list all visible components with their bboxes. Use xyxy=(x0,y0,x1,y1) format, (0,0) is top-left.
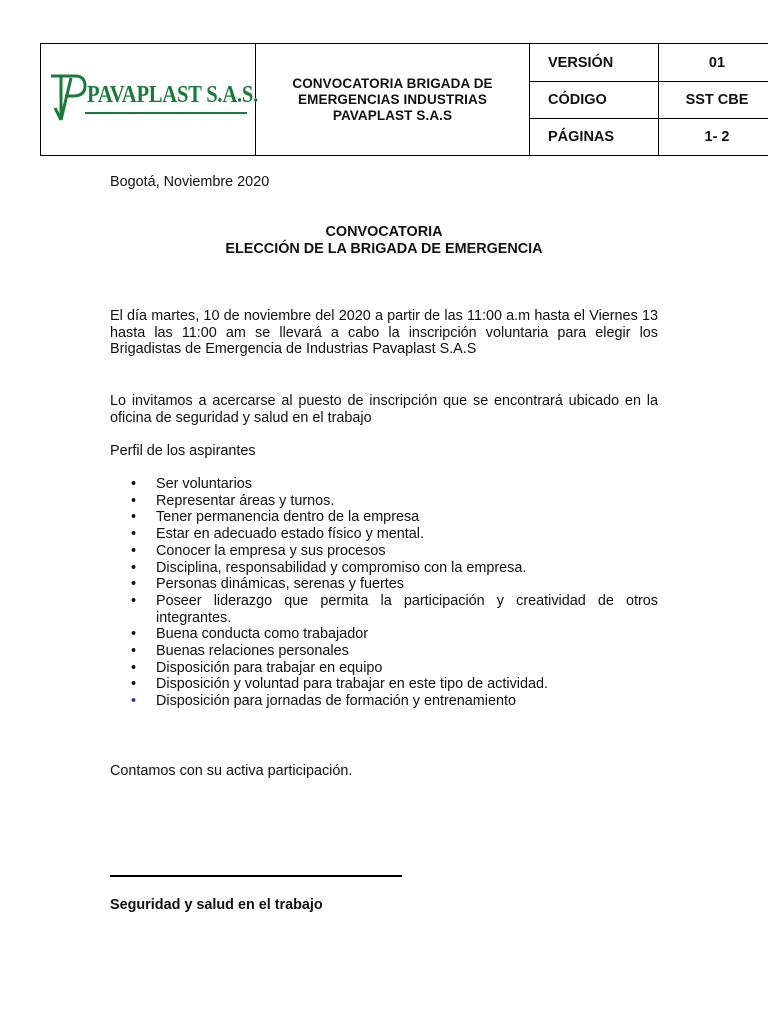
closing-text: Contamos con su activa participación. xyxy=(110,763,353,779)
pages-value: 1- 2 xyxy=(659,119,768,156)
bullet-icon: • xyxy=(131,659,137,676)
profile-title: Perfil de los aspirantes xyxy=(110,443,256,459)
version-value: 01 xyxy=(659,44,768,82)
list-item: • Buenas relaciones personales xyxy=(131,643,349,660)
bullet-icon: • xyxy=(131,676,137,693)
bullet-icon: • xyxy=(131,643,137,660)
list-item: • Disciplina, responsabilidad y compromiso con la empresa. xyxy=(131,559,527,576)
pages-label: PÁGINAS xyxy=(530,119,659,156)
logo-underline xyxy=(85,112,247,114)
paragraph-inscripcion: El día martes, 10 de noviembre del 2020 a partir de las 11:00 a.m hasta el Viernes 13 hasta las 11:00 am se llevará a cabo la inscripción voluntaria para elegir los Brigadistas de Emergencia de Industrias Pavaplast S.A.S xyxy=(110,308,658,358)
title-line: EMERGENCIAS INDUSTRIAS xyxy=(298,91,487,107)
pv-monogram-icon xyxy=(49,68,89,128)
list-item: • Conocer la empresa y sus procesos xyxy=(131,542,386,559)
list-item: • Personas dinámicas, serenas y fuertes xyxy=(131,576,404,593)
bullet-icon: • xyxy=(131,476,137,492)
paragraph-invitacion: Lo invitamos a acercarse al puesto de inscripción que se encontrará ubicado en la oficina de seguridad y salud en el trabajo xyxy=(110,393,658,426)
logo-cell xyxy=(41,44,259,156)
title-line: CONVOCATORIA BRIGADA DE xyxy=(292,75,493,91)
code-value: SST CBE xyxy=(659,82,768,119)
bullet-icon: • xyxy=(131,576,137,593)
list-item: • Disposición para jornadas de formación y entrenamiento xyxy=(131,693,516,710)
profile-list xyxy=(110,476,658,710)
bullet-icon: • xyxy=(131,492,137,509)
version-label: VERSIÓN xyxy=(530,44,659,82)
document-title xyxy=(256,44,530,156)
bullet-icon: • xyxy=(131,693,137,710)
heading-convocatoria: CONVOCATORIA xyxy=(325,224,443,240)
list-item: • Estar en adecuado estado físico y mental. xyxy=(131,526,424,543)
bullet-icon: • xyxy=(131,592,137,609)
list-item: • Disposición para trabajar en equipo xyxy=(131,659,383,676)
list-item: • Buena conducta como trabajador xyxy=(131,626,369,643)
bullet-icon: • xyxy=(131,542,137,559)
list-item: • Representar áreas y turnos. xyxy=(131,492,335,509)
signature-line xyxy=(110,875,402,877)
company-name: PAVAPLAST S.A.S. xyxy=(87,82,259,108)
bullet-icon: • xyxy=(131,526,137,543)
list-item: • Poseer liderazgo que permita la participación y creatividad de otros integrantes. xyxy=(131,592,658,626)
list-item: • Disposición y voluntad para trabajar en este tipo de actividad. xyxy=(131,676,548,693)
list-item: • Tener permanencia dentro de la empresa xyxy=(131,509,420,526)
code-label: CÓDIGO xyxy=(530,82,659,119)
bullet-icon: • xyxy=(131,626,137,643)
title-line: PAVAPLAST S.A.S xyxy=(332,107,453,123)
heading-eleccion: ELECCIÓN DE LA BRIGADA DE EMERGENCIA xyxy=(225,241,543,257)
company-logo xyxy=(49,68,259,128)
list-item: • Ser voluntarios xyxy=(131,476,252,492)
bullet-icon: • xyxy=(131,559,137,576)
bullet-icon: • xyxy=(131,509,137,526)
place-date: Bogotá, Noviembre 2020 xyxy=(110,174,270,190)
signature-label: Seguridad y salud en el trabajo xyxy=(110,897,323,913)
document-header xyxy=(40,43,768,156)
